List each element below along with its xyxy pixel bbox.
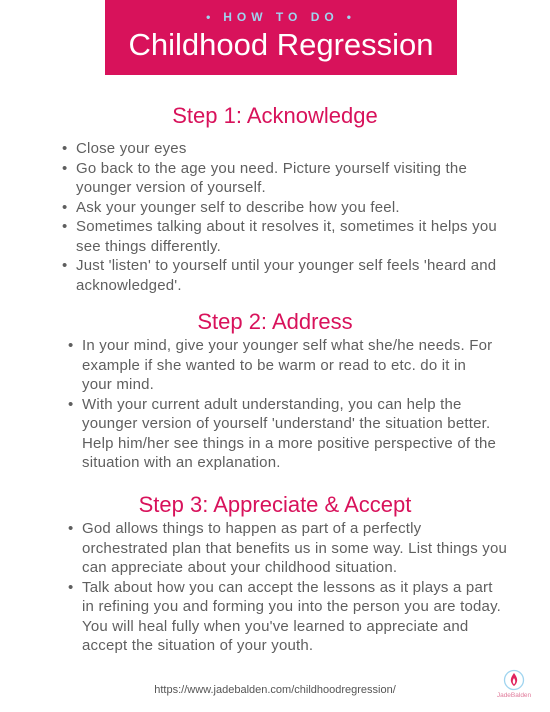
footer-url: https://www.jadebalden.com/childhoodregression/ [154,684,396,696]
list-item: • Just 'listen' to yourself until your younger self feels 'heard and acknowledged'. [62,256,502,295]
list-item: • Close your eyes [62,139,502,159]
brand-logo [496,669,532,703]
step1-heading: Step 1: Acknowledge [172,103,378,128]
flame-logo-icon [503,669,525,691]
step3-heading: Step 3: Appreciate & Accept [138,492,412,517]
list-item: • Go back to the age you need. Picture yourself visiting the younger version of yourself. [62,159,502,198]
list-item: • In your mind, give your younger self what she/he needs. For example if she wanted to be warm or read to etc. do it in your mind. [68,336,498,395]
step2-list [68,336,498,473]
list-item: • Talk about how you can accept the lessons as it plays a part in refining you and forming you into the person you are today. You will heal fully when you've learned to appreciate and accept the situation of your youth. [68,578,508,656]
step1-list [62,139,502,295]
list-item: • God allows things to happen as part of a perfectly orchestrated plan that benefits us in some way. List things you can appreciate about your childhood situation. [68,519,508,578]
step2-heading: Step 2: Address [197,309,353,334]
kicker-text: HOW TO DO [223,10,339,24]
banner-kicker [105,10,457,24]
page-title: Childhood Regression [128,27,434,62]
bullet-dot: • [346,10,356,24]
logo-text: JadeBalden [496,692,532,699]
step3-list [68,519,508,656]
bullet-dot: • [206,10,216,24]
title-banner [105,0,457,75]
list-item: • With your current adult understanding, you can help the younger version of yourself 'understand' the situation better. Help him/her see things in a more positive perspective of the situation with an explanation. [68,395,498,473]
list-item: • Ask your younger self to describe how you feel. [62,198,502,218]
list-item: • Sometimes talking about it resolves it, sometimes it helps you see things differently. [62,217,502,256]
